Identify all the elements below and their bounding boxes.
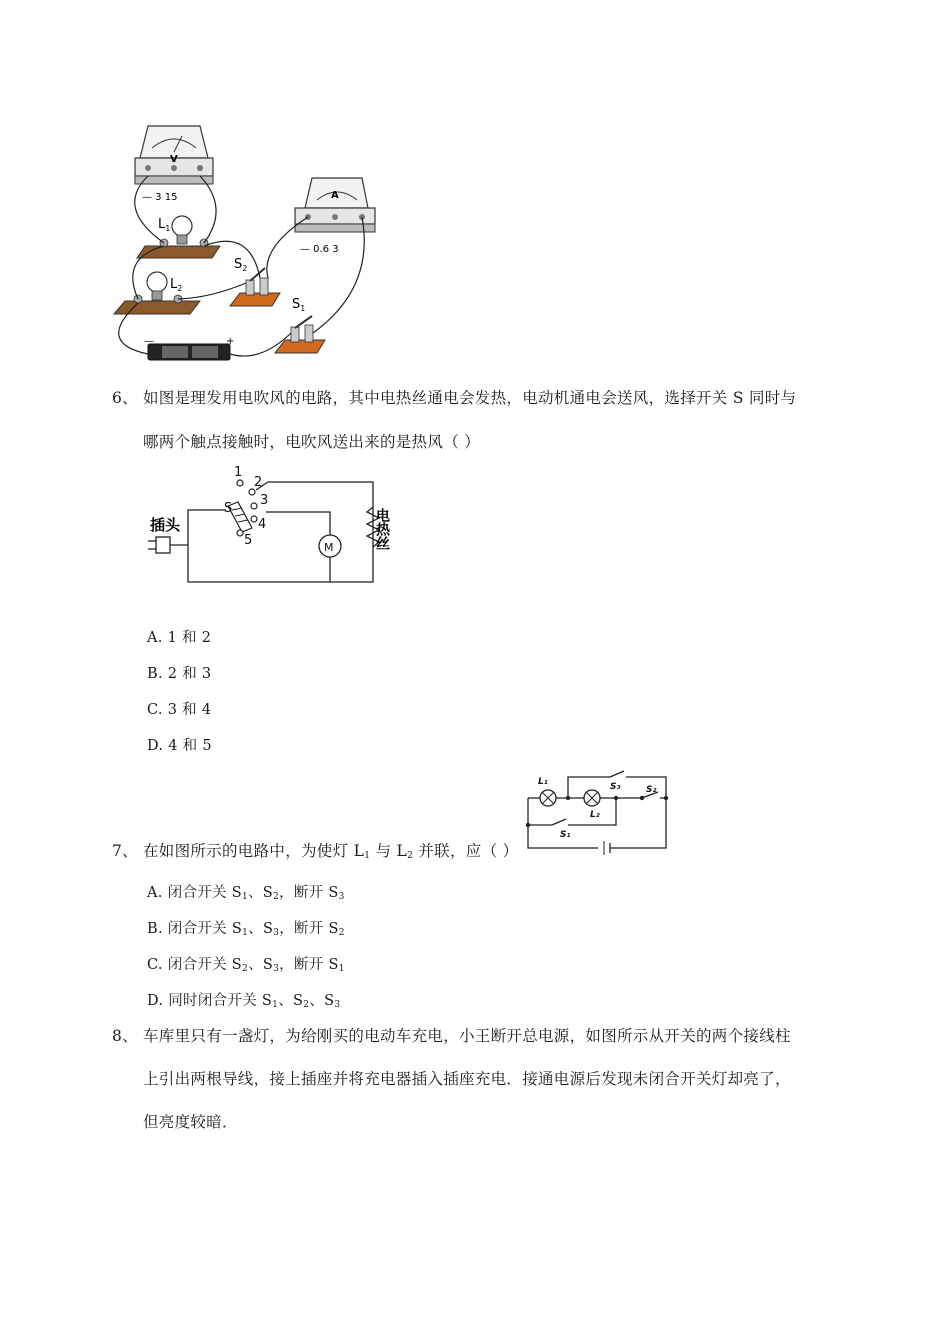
- q6-option-a[interactable]: A. 1 和 2: [147, 630, 212, 646]
- option-sub: 1: [338, 964, 345, 974]
- q7-stem-part: 并联，应（ ）: [413, 842, 519, 860]
- lamp-l2: [114, 272, 200, 314]
- fig7-s2-label: S₂: [646, 785, 657, 795]
- switch-s1: [275, 297, 325, 353]
- fig7-s3-label: S₃: [610, 782, 621, 792]
- fig7-l2-label: L₂: [590, 810, 600, 820]
- option-text: ，断开 S: [279, 885, 339, 901]
- voltmeter-scale: — 3 15: [142, 192, 178, 203]
- fig7-s1-label: S₁: [560, 830, 571, 840]
- svg-text:L1: [158, 217, 170, 233]
- q7-stem-sub: 1: [364, 851, 371, 861]
- l2-sub: 2: [177, 284, 183, 293]
- q7-number: 7、: [112, 842, 138, 860]
- option-sub: 3: [338, 892, 345, 902]
- option-sub: 3: [273, 928, 280, 938]
- plug-label: 插头: [150, 516, 181, 534]
- option-sub: 2: [273, 892, 280, 902]
- option-text: D. 同时闭合开关 S: [147, 993, 273, 1009]
- q6-stem-line1: 如图是理发用电吹风的电路，其中电热丝通电会发热，电动机通电会送风，选择开关 S 同时与: [143, 389, 797, 407]
- ammeter-letter: A: [331, 190, 339, 201]
- q7-option-b[interactable]: [147, 917, 345, 938]
- q6-option-c[interactable]: C. 3 和 4: [147, 702, 212, 718]
- l2-label: L: [170, 277, 178, 292]
- s1-sub: 1: [300, 304, 306, 313]
- option-text: 、S: [247, 885, 274, 901]
- q7-option-a[interactable]: [147, 881, 345, 902]
- ammeter: [295, 178, 375, 255]
- svg-text:S2: [234, 257, 247, 273]
- switch-s2: [230, 257, 280, 306]
- option-text: 、S: [248, 957, 274, 973]
- option-sub: 3: [273, 964, 280, 974]
- contact-1-label: 1: [234, 465, 243, 480]
- l1-label: L: [158, 217, 166, 232]
- contact-3-label: 3: [260, 493, 269, 508]
- q7-stem-part: 与 L: [370, 842, 408, 860]
- q8-number: 8、: [112, 1027, 138, 1045]
- voltmeter-letter: V: [170, 154, 178, 165]
- option-sub: 1: [241, 892, 248, 902]
- option-sub: 2: [242, 964, 249, 974]
- q6-stem-line2: 哪两个触点接触时，电吹风送出来的是热风（ ）: [143, 433, 481, 451]
- battery-minus: —: [144, 336, 154, 347]
- s2-sub: 2: [242, 264, 248, 273]
- svg-text:L2: [170, 277, 182, 293]
- fig7-l1-label: L₁: [538, 777, 548, 787]
- option-text: A. 闭合开关 S: [147, 885, 242, 901]
- q7-stem-part: 在如图所示的电路中，为使灯 L: [143, 842, 365, 860]
- option-sub: 1: [242, 928, 249, 938]
- battery: [144, 336, 234, 360]
- circuit-photo-figure: [100, 118, 380, 373]
- option-text: ，断开 S: [279, 957, 339, 973]
- l1-sub: 1: [165, 224, 171, 233]
- q7-option-c[interactable]: [147, 953, 345, 974]
- contact-5-label: 5: [244, 533, 253, 548]
- svg-text:S1: [292, 297, 305, 313]
- ammeter-scale: — 0.6 3: [300, 244, 339, 255]
- option-sub: 1: [272, 1000, 279, 1010]
- battery-plus: +: [226, 336, 235, 347]
- q6-option-d[interactable]: D. 4 和 5: [147, 738, 212, 754]
- parallel-lamps-circuit-figure: [520, 765, 675, 860]
- q7-stem: [143, 839, 518, 861]
- option-text: ，断开 S: [279, 921, 339, 937]
- q8-stem-line2: 上引出两根导线，接上插座并将充电器插入插座充电．接通电源后发现未闭合开关灯却亮了，: [143, 1070, 791, 1088]
- q6-option-b[interactable]: B. 2 和 3: [147, 666, 212, 682]
- q7-option-d[interactable]: [147, 989, 340, 1010]
- contact-4-label: 4: [258, 517, 267, 532]
- s1-label: S: [292, 297, 301, 312]
- option-sub: 3: [334, 1000, 341, 1010]
- voltmeter: [135, 126, 213, 203]
- option-text: 、S: [309, 993, 335, 1009]
- option-text: 、S: [278, 993, 304, 1009]
- q8-stem-line1: 车库里只有一盏灯，为给刚买的电动车充电，小王断开总电源，如图所示从开关的两个接线柱: [143, 1027, 791, 1045]
- option-text: B. 闭合开关 S: [147, 921, 243, 937]
- option-sub: 2: [338, 928, 345, 938]
- hair-dryer-circuit-figure: [148, 462, 408, 587]
- s2-label: S: [234, 257, 243, 272]
- option-sub: 2: [303, 1000, 310, 1010]
- option-text: C. 闭合开关 S: [147, 957, 243, 973]
- q6-number: 6、: [112, 389, 138, 407]
- q7-stem-sub: 2: [407, 851, 414, 861]
- motor-label: M: [324, 541, 334, 554]
- switch-s-label: S: [224, 501, 233, 516]
- contact-2-label: 2: [254, 475, 263, 490]
- q8-stem-line3: 但亮度较暗．: [143, 1113, 238, 1131]
- heater-label: 电热丝: [374, 508, 390, 550]
- option-text: 、S: [248, 921, 274, 937]
